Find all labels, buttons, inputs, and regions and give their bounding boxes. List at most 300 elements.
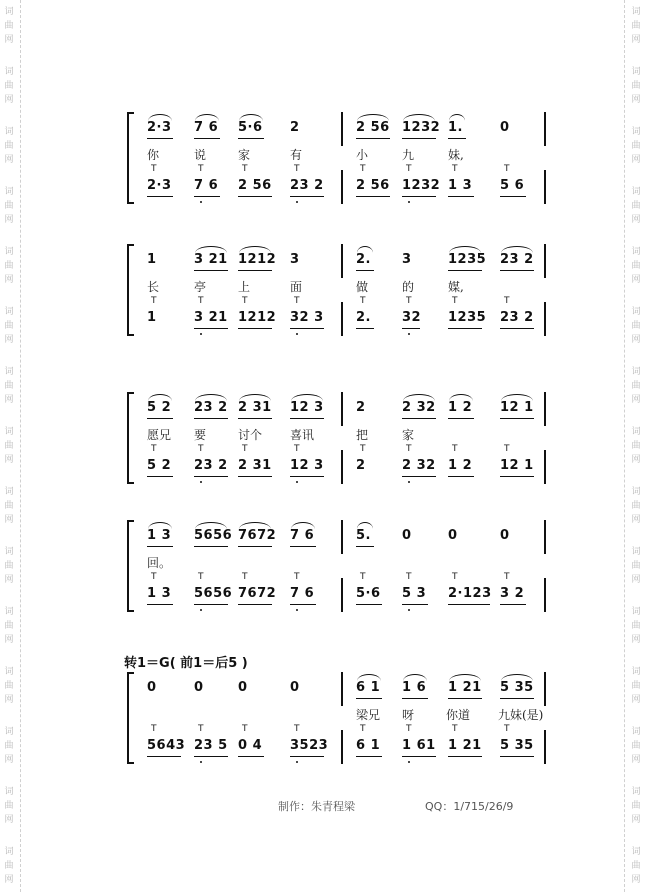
accomp-note: 2·123	[448, 586, 492, 601]
beam-underline	[290, 604, 316, 605]
lyric-syllable: 说	[194, 148, 207, 162]
melody-note: 2 31	[238, 400, 272, 415]
lyric-syllable: 喜讯	[290, 428, 315, 442]
beam-underline	[500, 476, 534, 477]
watermark-char: 曲	[4, 81, 14, 91]
lyric-syllable: 要	[194, 428, 207, 442]
melody-note: 3	[290, 252, 300, 267]
beam-underline	[448, 698, 482, 699]
watermark-char: 曲	[631, 321, 641, 331]
barline-mid	[341, 392, 343, 426]
watermark-char: 曲	[631, 141, 641, 151]
watermark-char: 网	[631, 635, 641, 645]
watermark-char: 网	[631, 875, 641, 885]
watermark-char: 曲	[4, 381, 14, 391]
lyric-syllable: 九妹(是)	[498, 708, 544, 722]
fingering-mark: T	[360, 164, 366, 174]
beam-underline	[194, 756, 228, 757]
watermark-char: 曲	[631, 381, 641, 391]
octave-dot	[408, 333, 410, 335]
watermark-char: 曲	[631, 201, 641, 211]
accomp-note: 12 3	[290, 458, 324, 473]
fingering-mark: T	[294, 296, 300, 306]
octave-dot	[408, 761, 410, 763]
accomp-note: 1 2	[448, 458, 473, 473]
accomp-note: 5 35	[500, 738, 534, 753]
lyric-syllable: 小	[356, 148, 369, 162]
lyric-syllable: 回。	[147, 556, 172, 570]
lyric-syllable: 家	[238, 148, 251, 162]
slur-mark	[291, 394, 323, 401]
beam-underline	[238, 476, 272, 477]
accomp-note: 5·6	[356, 586, 381, 601]
fingering-mark: T	[151, 164, 157, 174]
melody-note: 23 2	[500, 252, 534, 267]
beam-underline	[356, 196, 390, 197]
watermark-char: 词	[4, 787, 14, 797]
octave-dot	[200, 201, 202, 203]
octave-dot	[296, 609, 298, 611]
beam-underline	[356, 698, 382, 699]
watermark-char: 词	[4, 247, 14, 257]
fingering-mark: T	[198, 724, 204, 734]
octave-dot	[296, 761, 298, 763]
watermark-char: 曲	[631, 441, 641, 451]
octave-dot	[408, 201, 410, 203]
melody-note: 2	[290, 120, 300, 135]
beam-underline	[448, 328, 482, 329]
watermark-char: 网	[631, 35, 641, 45]
slur-mark	[449, 114, 465, 121]
beam-underline	[500, 604, 526, 605]
octave-dot	[200, 481, 202, 483]
slur-mark	[195, 246, 227, 253]
watermark-char: 网	[631, 455, 641, 465]
lyric-syllable: 的	[402, 280, 415, 294]
watermark-char: 网	[4, 215, 14, 225]
watermark-char: 网	[631, 515, 641, 525]
lyric-syllable: 你	[147, 148, 160, 162]
melody-note: 0	[448, 528, 458, 543]
melody-note: 2 56	[356, 120, 390, 135]
barline-end	[544, 170, 546, 204]
watermark-char: 网	[631, 395, 641, 405]
watermark-char: 网	[4, 635, 14, 645]
watermark-char: 曲	[4, 861, 14, 871]
fingering-mark: T	[452, 572, 458, 582]
watermark-char: 网	[631, 575, 641, 585]
octave-dot	[200, 609, 202, 611]
melody-note: 5.	[356, 528, 371, 543]
watermark-char: 网	[4, 575, 14, 585]
accomp-note: 2.	[356, 310, 371, 325]
watermark-char: 词	[4, 367, 14, 377]
lyric-syllable: 亭	[194, 280, 207, 294]
watermark-char: 曲	[4, 441, 14, 451]
accomp-note: 7 6	[194, 178, 219, 193]
slur-mark	[239, 246, 271, 253]
accomp-note: 12 1	[500, 458, 534, 473]
watermark-char: 词	[631, 67, 641, 77]
watermark-char: 网	[631, 95, 641, 105]
slur-mark	[357, 114, 389, 121]
barline-end	[544, 302, 546, 336]
beam-underline	[194, 418, 228, 419]
accomp-note: 23 2	[500, 310, 534, 325]
accomp-note: 2 56	[238, 178, 272, 193]
watermark-char: 词	[631, 547, 641, 557]
watermark-char: 曲	[4, 141, 14, 151]
beam-underline	[147, 546, 173, 547]
beam-underline	[356, 604, 382, 605]
system-bracket	[127, 672, 134, 764]
accomp-note: 2 56	[356, 178, 390, 193]
watermark-char: 曲	[631, 621, 641, 631]
beam-underline	[290, 196, 324, 197]
system-bracket	[127, 244, 134, 336]
system-bracket	[127, 392, 134, 484]
melody-note: 3 21	[194, 252, 228, 267]
beam-underline	[194, 328, 228, 329]
footer-credit: 制作：朱青程梁	[278, 800, 355, 813]
accomp-note: 32	[402, 310, 422, 325]
barline-end	[544, 392, 546, 426]
fingering-mark: T	[452, 296, 458, 306]
beam-underline	[147, 476, 173, 477]
melody-note: 1232	[402, 120, 441, 135]
watermark-char: 曲	[631, 21, 641, 31]
fingering-mark: T	[198, 444, 204, 454]
beam-underline	[500, 328, 534, 329]
accomp-note: 2 31	[238, 458, 272, 473]
beam-underline	[238, 328, 272, 329]
melody-note: 6 1	[356, 680, 381, 695]
watermark-char: 网	[631, 335, 641, 345]
beam-underline	[147, 756, 181, 757]
watermark-char: 曲	[4, 801, 14, 811]
fingering-mark: T	[360, 296, 366, 306]
accomp-note: 3 2	[500, 586, 525, 601]
watermark-char: 词	[4, 307, 14, 317]
watermark-char: 词	[631, 127, 641, 137]
slur-mark	[357, 246, 373, 253]
slur-mark	[501, 674, 533, 681]
melody-note: 2·3	[147, 120, 172, 135]
watermark-char: 词	[4, 427, 14, 437]
barline-end	[544, 244, 546, 278]
beam-underline	[290, 328, 324, 329]
lyric-syllable: 媒,	[448, 280, 464, 294]
melody-note: 0	[238, 680, 248, 695]
fingering-mark: T	[504, 164, 510, 174]
watermark-char: 词	[4, 187, 14, 197]
watermark-char: 网	[631, 755, 641, 765]
watermark-char: 网	[4, 455, 14, 465]
fingering-mark: T	[294, 724, 300, 734]
accomp-note: 5643	[147, 738, 186, 753]
beam-underline	[402, 196, 436, 197]
octave-dot	[296, 201, 298, 203]
melody-note: 2.	[356, 252, 371, 267]
watermark-char: 词	[631, 307, 641, 317]
fingering-mark: T	[504, 444, 510, 454]
slur-mark	[501, 246, 533, 253]
watermark-char: 词	[631, 367, 641, 377]
accomp-note: 2·3	[147, 178, 172, 193]
melody-note: 1212	[238, 252, 277, 267]
fingering-mark: T	[452, 164, 458, 174]
accomp-note: 0 4	[238, 738, 263, 753]
fingering-mark: T	[360, 724, 366, 734]
barline-mid	[341, 302, 343, 336]
lyric-syllable: 你道	[446, 708, 471, 722]
beam-underline	[290, 546, 316, 547]
watermark-char: 词	[631, 187, 641, 197]
beam-underline	[356, 270, 374, 271]
lyric-syllable: 上	[238, 280, 251, 294]
lyric-syllable: 愿兄	[147, 428, 172, 442]
beam-underline	[194, 138, 220, 139]
watermark-char: 曲	[4, 621, 14, 631]
beam-underline	[238, 270, 272, 271]
watermark-char: 词	[631, 247, 641, 257]
fingering-mark: T	[294, 164, 300, 174]
melody-note: 5 2	[147, 400, 172, 415]
melody-note: 5 35	[500, 680, 534, 695]
beam-underline	[194, 546, 228, 547]
watermark-char: 曲	[4, 21, 14, 31]
lyric-syllable: 长	[147, 280, 160, 294]
beam-underline	[356, 546, 374, 547]
melody-note: 7672	[238, 528, 277, 543]
beam-underline	[402, 328, 420, 329]
barline-mid	[341, 730, 343, 764]
melody-note: 12 3	[290, 400, 324, 415]
fingering-mark: T	[242, 724, 248, 734]
watermark-char: 曲	[631, 501, 641, 511]
watermark-char: 曲	[631, 741, 641, 751]
system-bracket	[127, 112, 134, 204]
melody-note: 1.	[448, 120, 463, 135]
fingering-mark: T	[151, 444, 157, 454]
watermark-char: 词	[631, 667, 641, 677]
watermark-char: 词	[631, 607, 641, 617]
slur-mark	[195, 394, 227, 401]
fingering-mark: T	[198, 164, 204, 174]
fingering-mark: T	[504, 296, 510, 306]
watermark-char: 网	[4, 95, 14, 105]
beam-underline	[238, 546, 272, 547]
lyric-syllable: 面	[290, 280, 303, 294]
melody-note: 0	[194, 680, 204, 695]
accomp-note: 7 6	[290, 586, 315, 601]
beam-underline	[402, 476, 436, 477]
beam-underline	[290, 476, 324, 477]
octave-dot	[296, 333, 298, 335]
melody-note: 5656	[194, 528, 233, 543]
watermark-char: 网	[4, 395, 14, 405]
accomp-note: 1 3	[448, 178, 473, 193]
fingering-mark: T	[504, 572, 510, 582]
fingering-mark: T	[406, 444, 412, 454]
accomp-note: 1232	[402, 178, 441, 193]
melody-note: 1235	[448, 252, 487, 267]
melody-note: 0	[500, 528, 510, 543]
watermark-char: 网	[4, 695, 14, 705]
beam-underline	[290, 756, 324, 757]
fingering-mark: T	[242, 296, 248, 306]
slur-mark	[195, 522, 227, 529]
watermark-char: 网	[631, 815, 641, 825]
beam-underline	[356, 138, 390, 139]
fingering-mark: T	[151, 572, 157, 582]
beam-underline	[402, 604, 428, 605]
watermark-char: 曲	[4, 501, 14, 511]
beam-underline	[500, 418, 534, 419]
accomp-note: 5 3	[402, 586, 427, 601]
lyric-syllable: 梁兄	[356, 708, 381, 722]
watermark-char: 网	[4, 875, 14, 885]
watermark-char: 曲	[631, 801, 641, 811]
watermark-char: 词	[631, 727, 641, 737]
fingering-mark: T	[452, 444, 458, 454]
barline-mid	[341, 578, 343, 612]
lyric-syllable: 九	[402, 148, 415, 162]
watermark-char: 词	[4, 667, 14, 677]
watermark-char: 网	[631, 155, 641, 165]
slur-mark	[148, 522, 172, 529]
slur-mark	[357, 522, 373, 529]
watermark-char: 网	[4, 155, 14, 165]
melody-note: 0	[290, 680, 300, 695]
melody-note: 1	[147, 252, 157, 267]
fingering-mark: T	[504, 724, 510, 734]
accomp-note: 3 21	[194, 310, 228, 325]
barline-mid	[341, 170, 343, 204]
melody-note: 0	[500, 120, 510, 135]
octave-dot	[408, 609, 410, 611]
beam-underline	[448, 138, 466, 139]
barline-mid	[341, 672, 343, 706]
watermark-char: 曲	[631, 561, 641, 571]
beam-underline	[448, 196, 474, 197]
watermark-char: 词	[631, 7, 641, 17]
melody-note: 7 6	[194, 120, 219, 135]
watermark-char: 词	[4, 547, 14, 557]
watermark-char: 网	[4, 275, 14, 285]
fingering-mark: T	[406, 724, 412, 734]
fingering-mark: T	[198, 572, 204, 582]
watermark-char: 网	[631, 215, 641, 225]
watermark-char: 词	[631, 487, 641, 497]
slur-mark	[449, 394, 473, 401]
beam-underline	[500, 270, 534, 271]
accomp-note: 2	[356, 458, 366, 473]
accomp-note: 23 2	[290, 178, 324, 193]
fingering-mark: T	[242, 164, 248, 174]
lyric-syllable: 呀	[402, 708, 415, 722]
watermark-char: 词	[4, 727, 14, 737]
slur-mark	[403, 394, 435, 401]
beam-underline	[402, 698, 428, 699]
beam-underline	[238, 418, 272, 419]
octave-dot	[296, 481, 298, 483]
watermark-char: 词	[631, 427, 641, 437]
watermark-char: 网	[4, 755, 14, 765]
lyric-syllable: 讨个	[238, 428, 263, 442]
melody-note: 0	[147, 680, 157, 695]
accomp-note: 23 2	[194, 458, 228, 473]
barline-end	[544, 520, 546, 554]
barline-end	[544, 450, 546, 484]
beam-underline	[147, 604, 173, 605]
accomp-note: 1212	[238, 310, 277, 325]
watermark-char: 词	[4, 487, 14, 497]
watermark-char: 词	[4, 67, 14, 77]
watermark-char: 词	[4, 7, 14, 17]
beam-underline	[448, 270, 482, 271]
melody-note: 1 21	[448, 680, 482, 695]
accomp-note: 6 1	[356, 738, 381, 753]
fingering-mark: T	[360, 444, 366, 454]
beam-underline	[238, 604, 272, 605]
beam-underline	[402, 756, 436, 757]
fingering-mark: T	[406, 572, 412, 582]
melody-note: 7 6	[290, 528, 315, 543]
slur-mark	[148, 394, 172, 401]
barline-end	[544, 672, 546, 706]
fingering-mark: T	[151, 296, 157, 306]
lyric-syllable: 做	[356, 280, 369, 294]
accomp-note: 32 3	[290, 310, 324, 325]
barline-mid	[341, 450, 343, 484]
watermark-char: 网	[631, 695, 641, 705]
system-bracket	[127, 520, 134, 612]
watermark-char: 词	[631, 847, 641, 857]
barline-end	[544, 112, 546, 146]
fingering-mark: T	[452, 724, 458, 734]
octave-dot	[408, 481, 410, 483]
accomp-note: 2 32	[402, 458, 436, 473]
watermark-char: 词	[4, 607, 14, 617]
fingering-mark: T	[294, 444, 300, 454]
beam-underline	[194, 604, 228, 605]
beam-underline	[147, 418, 173, 419]
slur-mark	[403, 674, 427, 681]
fingering-mark: T	[294, 572, 300, 582]
watermark-char: 曲	[4, 741, 14, 751]
melody-note: 3	[402, 252, 412, 267]
melody-note: 0	[402, 528, 412, 543]
fingering-mark: T	[406, 296, 412, 306]
beam-underline	[500, 756, 534, 757]
lyric-syllable: 家	[402, 428, 415, 442]
watermark-char: 曲	[631, 681, 641, 691]
slur-mark	[195, 114, 219, 121]
watermark-char: 曲	[631, 81, 641, 91]
watermark-char: 网	[631, 275, 641, 285]
beam-underline	[194, 196, 220, 197]
lyric-syllable: 有	[290, 148, 303, 162]
watermark-char: 词	[4, 847, 14, 857]
barline-end	[544, 578, 546, 612]
beam-underline	[238, 756, 264, 757]
watermark-char: 曲	[4, 321, 14, 331]
melody-note: 2 32	[402, 400, 436, 415]
melody-note: 23 2	[194, 400, 228, 415]
barline-mid	[341, 244, 343, 278]
watermark-char: 曲	[631, 861, 641, 871]
